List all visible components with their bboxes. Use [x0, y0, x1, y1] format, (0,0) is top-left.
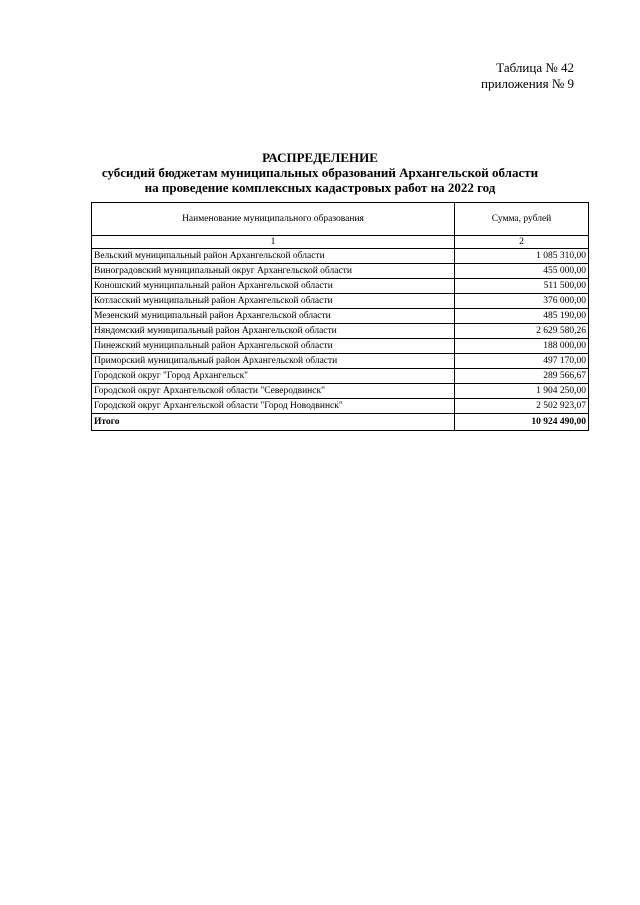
subsidy-amount: 376 000,00	[455, 294, 589, 309]
subsidy-amount: 2 502 923,07	[455, 399, 589, 414]
municipality-name: Няндомский муниципальный район Архангельской области	[92, 324, 455, 339]
column-header-name: Наименование муниципального образования	[92, 203, 455, 236]
table-row	[92, 369, 589, 384]
title-line-2: субсидий бюджетам муниципальных образований Архангельской области	[101, 165, 539, 180]
table-number: Таблица № 42	[496, 60, 574, 75]
subsidy-amount: 485 190,00	[455, 309, 589, 324]
municipality-name: Городской округ Архангельской области "Северодвинск"	[92, 384, 455, 399]
total-row	[92, 414, 589, 431]
municipality-name: Пинежский муниципальный район Архангельской области	[92, 339, 455, 354]
municipality-name: Мезенский муниципальный район Архангельской области	[92, 309, 455, 324]
subsidy-amount: 455 000,00	[455, 264, 589, 279]
subsidy-amount: 2 629 580,26	[455, 324, 589, 339]
table-row	[92, 339, 589, 354]
municipality-name: Котласский муниципальный район Архангельской области	[92, 294, 455, 309]
document-reference	[481, 60, 574, 92]
total-amount: 10 924 490,00	[455, 414, 589, 431]
table-row	[92, 324, 589, 339]
table-row	[92, 309, 589, 324]
municipality-name: Вельский муниципальный район Архангельской области	[92, 249, 455, 264]
table-row	[92, 279, 589, 294]
table-row	[92, 264, 589, 279]
title-line-1: РАСПРЕДЕЛЕНИЕ	[262, 150, 378, 165]
title-line-3: на проведение комплексных кадастровых работ на 2022 год	[144, 180, 496, 195]
subsidy-amount: 511 500,00	[455, 279, 589, 294]
table-row	[92, 249, 589, 264]
subsidy-amount: 1 904 250,00	[455, 384, 589, 399]
table-row	[92, 354, 589, 369]
subsidy-amount: 188 000,00	[455, 339, 589, 354]
table-row	[92, 384, 589, 399]
table-row	[92, 294, 589, 309]
subsidy-amount: 289 566,67	[455, 369, 589, 384]
municipality-name: Коношский муниципальный район Архангельской области	[92, 279, 455, 294]
subsidy-amount: 1 085 310,00	[455, 249, 589, 264]
municipality-name: Городской округ Архангельской области "Город Новодвинск"	[92, 399, 455, 414]
table-row	[92, 399, 589, 414]
column-header-amount: Сумма, рублей	[455, 203, 589, 236]
column-number-1: 1	[92, 236, 455, 249]
distribution-table	[91, 202, 589, 431]
column-number-row	[92, 236, 589, 249]
municipality-name: Приморский муниципальный район Архангельской области	[92, 354, 455, 369]
total-label: Итого	[92, 414, 455, 431]
table-header-row	[92, 203, 589, 236]
document-title	[0, 150, 640, 195]
municipality-name: Городской округ "Город Архангельск"	[92, 369, 455, 384]
appendix-number: приложения № 9	[481, 76, 574, 91]
subsidy-amount: 497 170,00	[455, 354, 589, 369]
column-number-2: 2	[455, 236, 589, 249]
municipality-name: Виноградовский муниципальный округ Архангельской области	[92, 264, 455, 279]
